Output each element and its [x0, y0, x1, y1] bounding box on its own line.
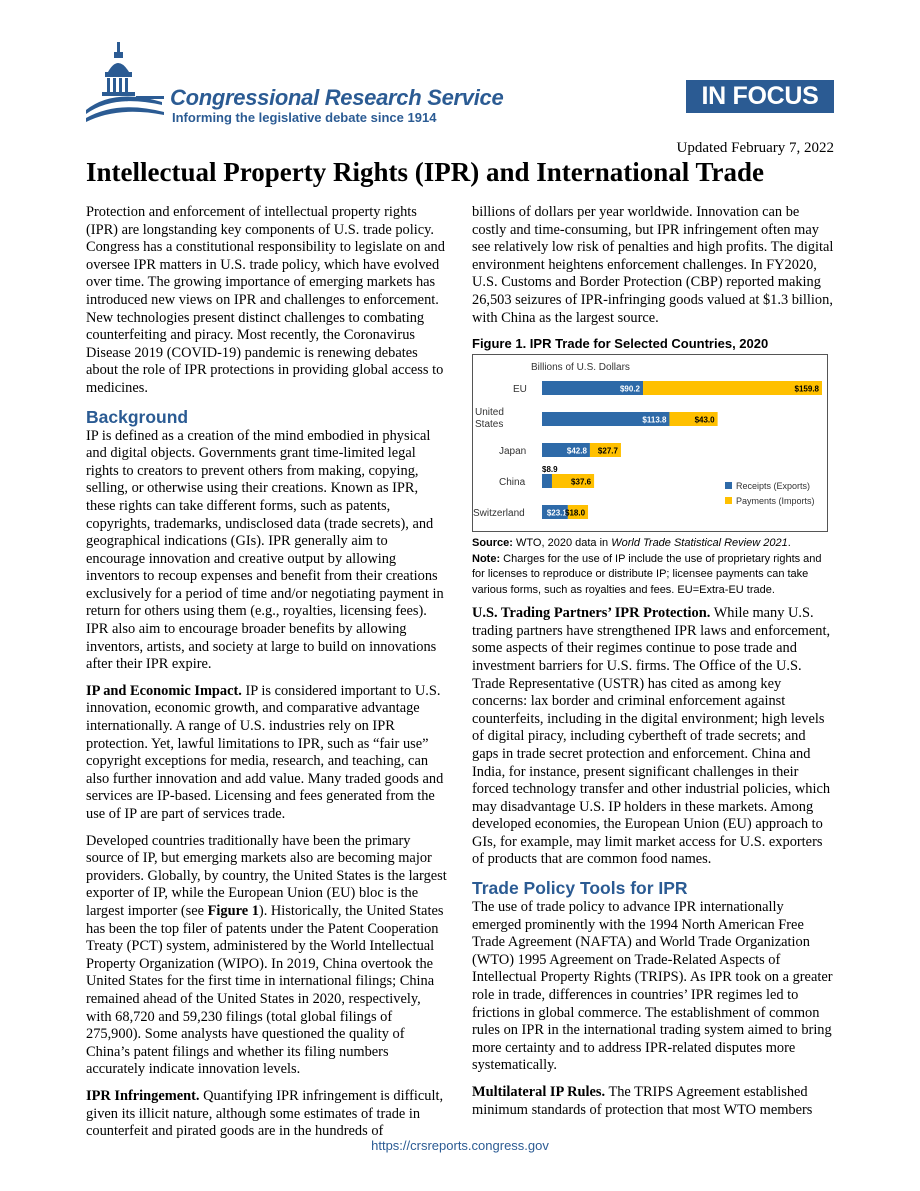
- background-heading: Background: [86, 406, 189, 427]
- multilateral-lead: Multilateral IP Rules.: [472, 1084, 606, 1100]
- note-label: Note:: [472, 552, 501, 565]
- trading-partners-lead: U.S. Trading Partners’ IPR Protection.: [472, 605, 711, 622]
- source-text: WTO, 2020 data in: [512, 537, 612, 550]
- continued-paragraph: billions of dollars per year worldwide. Innovation can be costly and time-consuming, but IPR infringement often may see relatively low risk of penalties and high profits. The digital environment heightens enforcement challenges. In FY2020, U.S. Customs and Border Protection (CBP) reported making 26,503 seizures of IPR-infringing goods valued at $1.3 billion, with China as the largest source.: [472, 204, 834, 326]
- axis-label: Billions of U.S. Dollars: [531, 362, 630, 374]
- trade-policy-heading: Trade Policy Tools for IPR: [472, 878, 688, 899]
- trading-partners-paragraph: [472, 605, 834, 869]
- source-label: Source:: [472, 537, 513, 550]
- economic-impact-text: IP is considered important to U.S. innovation, economic growth, and comparative advantage internationally. A range of U.S. industries rely on IPR protection. Yet, lawful limitations to IPR, such as “fair use” copyright exceptions for media, research, and teaching, can also further innovation and add value. Many traded goods and services are IP-based. Licensing and fees generated from the use of IP are part of services trade.: [86, 682, 444, 822]
- developed-text-a: Developed countries traditionally have been the primary source of IP, but emerging markets also are becoming major providers. Globally, by country, the United States is the largest exporter of IP, while the European Union (EU) bloc is the largest importer (see: [86, 832, 447, 919]
- data-label-china-payments: $37.6: [571, 477, 592, 487]
- category-label-japan: Japan: [499, 446, 527, 458]
- legend-swatch-payments: [725, 497, 732, 504]
- category-label-united-states: United States: [475, 407, 504, 431]
- note-text: Charges for the use of IP include the use of proprietary rights and for licenses to reproduce or distribute IP; licensee payments can take various forms, such as royalties and fees. EU=Extra-EU trade.: [472, 552, 822, 596]
- figure-source-note: [472, 536, 834, 598]
- data-label-china-receipts: $8.9: [542, 465, 558, 475]
- data-label-switzerland-receipts: $23.1: [546, 508, 567, 518]
- left-column: [86, 204, 447, 1150]
- capitol-dome-logo: [84, 40, 174, 130]
- source-end: .: [787, 537, 791, 550]
- trading-partners-text: While many U.S. trading partners have strengthened IPR laws and enforcement, some aspects of their regimes continue to pose trade and investment barriers for U.S. firms. The Office of the U.S. Trade Representative (USTR) has cited as among key concerns: lax border and criminal enforcement against counterfeits, including in the digital environment; high levels of digital piracy, including cybertheft of trade secrets; and gaps in trade secret protection and enforcement. China and India, for instance, present significant challenges in their forced technology transfer and other industrial policies, which may disadvantage U.S. IP holders in these markets. Among developed economies, the European Union (EU) approach to GIs, for example, may limit market access for U.S. exporters of products that are common food names.: [472, 605, 831, 868]
- org-tagline: Informing the legislative debate since 1914: [172, 110, 437, 125]
- chart-svg: [473, 355, 827, 531]
- category-label-china: China: [499, 477, 526, 489]
- trade-policy-paragraph: The use of trade policy to advance IPR internationally emerged prominently with the 1994 North American Free Trade Agreement (NAFTA) and World Trade Organization (WTO) 1995 Agreement on Trade-Related Aspects of Intellectual Property Rights (TRIPS). As IPR took on a greater role in trade, differences in countries’ IPR regimes led to frictions in global commerce. The establishment of common rules on IPR in the international trading system aimed to bring more certainty and to address IPR-related disputes more systematically.: [472, 899, 833, 1074]
- data-label-japan-payments: $27.7: [597, 446, 618, 456]
- category-label-switzerland: Switzerland: [473, 508, 525, 520]
- legend-swatch-receipts: [725, 482, 732, 489]
- updated-date: Updated February 7, 2022: [676, 140, 834, 156]
- figure-1-chart: [472, 354, 828, 532]
- legend-label-payments: Payments (Imports): [736, 496, 815, 507]
- developed-countries-paragraph: [86, 833, 447, 1079]
- multilateral-paragraph: [472, 1084, 834, 1119]
- data-label-eu-receipts: $90.2: [619, 384, 641, 394]
- economic-impact-lead: IP and Economic Impact.: [86, 682, 242, 699]
- data-label-switzerland-payments: $18.0: [565, 508, 586, 518]
- infringement-text: Quantifying IPR infringement is difficult, given its illicit nature, although some estimates of trade in counterfeit and pirated goods are in the hundreds of: [86, 1087, 444, 1140]
- intro-paragraph: Protection and enforcement of intellectual property rights (IPR) are longstanding key components of U.S. trade policy. Congress has a constitutional responsibility to legislate on and oversee IPR matters in U.S. trade policy, which have evolved over time. The growing importance of emerging markets has introduced new views on IPR and challenges to enforcement. New technologies present distinct challenges to combating counterfeiting and piracy. Most recently, the Coronavirus Disease 2019 (COVID-19) pandemic is renewing debates about the role of IPR protections in providing global access to medicines.: [86, 204, 445, 396]
- figure-1-reference: Figure 1: [207, 902, 259, 919]
- infringement-paragraph: [86, 1088, 447, 1141]
- data-label-united-states-receipts: $113.8: [642, 415, 667, 425]
- bar-china-receipts: [542, 474, 552, 488]
- data-label-united-states-payments: $43.0: [694, 415, 715, 425]
- figure-title: Figure 1. IPR Trade for Selected Countries, 2020: [472, 336, 769, 352]
- legend-label-receipts: Receipts (Exports): [736, 481, 811, 492]
- in-focus-badge: IN FOCUS: [686, 80, 834, 113]
- multilateral-text: The TRIPS Agreement established minimum standards of protection that most WTO members: [472, 1084, 813, 1118]
- category-label-eu: EU: [513, 384, 527, 396]
- background-paragraph: IP is defined as a creation of the mind embodied in physical and digital objects. Governments grant time-limited legal rights to creators to prevent others from making, copying, selling, or otherwise using their creations. Known as IPR, these rights can take different forms, such as patents, copyrights, trademarks, undisclosed data (trade secrets), and geographical indications (GIs). IPR generally aim to encourage innovation and creative output by allowing inventors to recoup expenses and benefit from their creations exclusively for a period of time and/or negotiating payment in return for others using them (e.g., royalties, licensing fees). IPR also aim to encourage broader benefits by allowing inventors, artists, and society at large to build on innovations after their IPR expire.: [86, 427, 444, 673]
- infringement-lead: IPR Infringement.: [86, 1087, 200, 1104]
- developed-text-b: ). Historically, the United States has been the top filer of patents under the Patent Cooperation Treaty (PCT) system, administered by the World Intellectual Property Organization (WIPO). In 2019, China overtook the United States for the first time in international filings; China remained ahead of the United States in 2020, respectively, with 68,720 and 59,230 filings (total global filings of 275,900). Some analysts have questioned the quality of China’s patent filings and whether its filing numbers accurately indicate innovation levels.: [86, 902, 444, 1078]
- data-label-japan-receipts: $42.8: [566, 446, 587, 456]
- right-column: [472, 204, 834, 1128]
- data-label-eu-payments: $159.8: [794, 384, 819, 394]
- footer-url[interactable]: https://crsreports.congress.gov: [371, 1138, 549, 1153]
- economic-impact-paragraph: [86, 683, 447, 824]
- org-name: Congressional Research Service: [170, 85, 504, 110]
- page-title: Intellectual Property Rights (IPR) and International Trade: [86, 157, 764, 187]
- source-publication: World Trade Statistical Review 2021: [611, 537, 788, 550]
